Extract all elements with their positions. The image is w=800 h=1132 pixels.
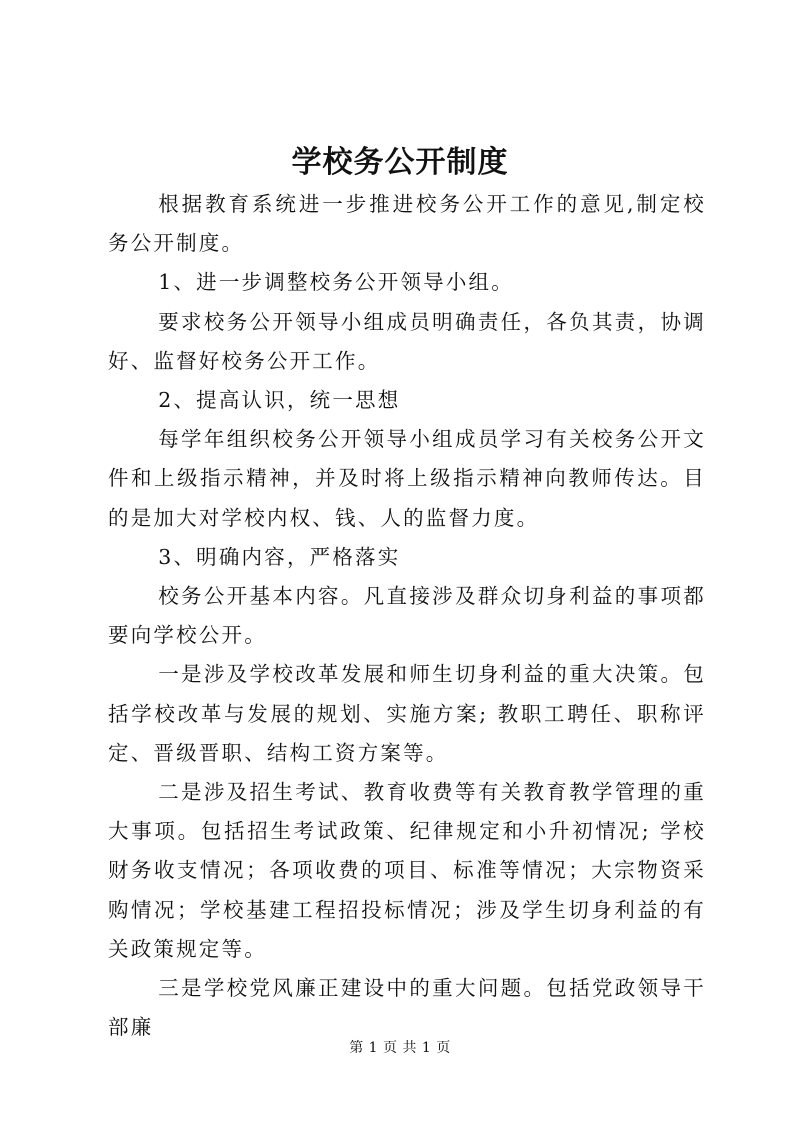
paragraph-heading-2: 2、提高认识，统一思想 bbox=[158, 388, 401, 413]
document-title: 学校务公开制度 bbox=[291, 145, 509, 180]
paragraph-heading-3: 3、明确内容，严格落实 bbox=[158, 544, 401, 569]
paragraph-intro: 根据教育系统进一步推进校务公开工作的意见,制定校务公开制度。 bbox=[108, 192, 706, 256]
document-body bbox=[108, 185, 706, 1047]
paragraph-heading-1: 1、进一步调整校务公开领导小组。 bbox=[158, 270, 514, 295]
paragraph-study: 每学年组织校务公开领导小组成员学习有关校务公开文件和上级指示精神，并及时将上级指示精神向教师传达。目的是加大对学校内权、钱、人的监督力度。 bbox=[108, 427, 706, 530]
paragraph-item-one: 一是涉及学校改革发展和师生切身利益的重大决策。包括学校改革与发展的规划、实施方案; 教职工聘任、职称评定、晋级晋职、结构工资方案等。 bbox=[108, 662, 706, 765]
page-footer: 第 1 页 共 1 页 bbox=[349, 1040, 451, 1056]
paragraph-item-two: 二是涉及招生考试、教育收费等有关教育教学管理的重大事项。包括招生考试政策、纪律规定和小升初情况; 学校财务收支情况；各项收费的项目、标准等情况；大宗物资采购情况；学校基建工程招投标情况；涉及学生切身利益的有关政策规定等。 bbox=[108, 780, 706, 961]
paragraph-leadership: 要求校务公开领导小组成员明确责任，各负其责，协调好、监督好校务公开工作。 bbox=[108, 309, 706, 373]
paragraph-item-three: 三是学校党风廉正建设中的重大问题。包括党政领导干部廉 bbox=[108, 976, 706, 1040]
paragraph-basic-content: 校务公开基本内容。凡直接涉及群众切身利益的事项都要向学校公开。 bbox=[108, 584, 706, 648]
